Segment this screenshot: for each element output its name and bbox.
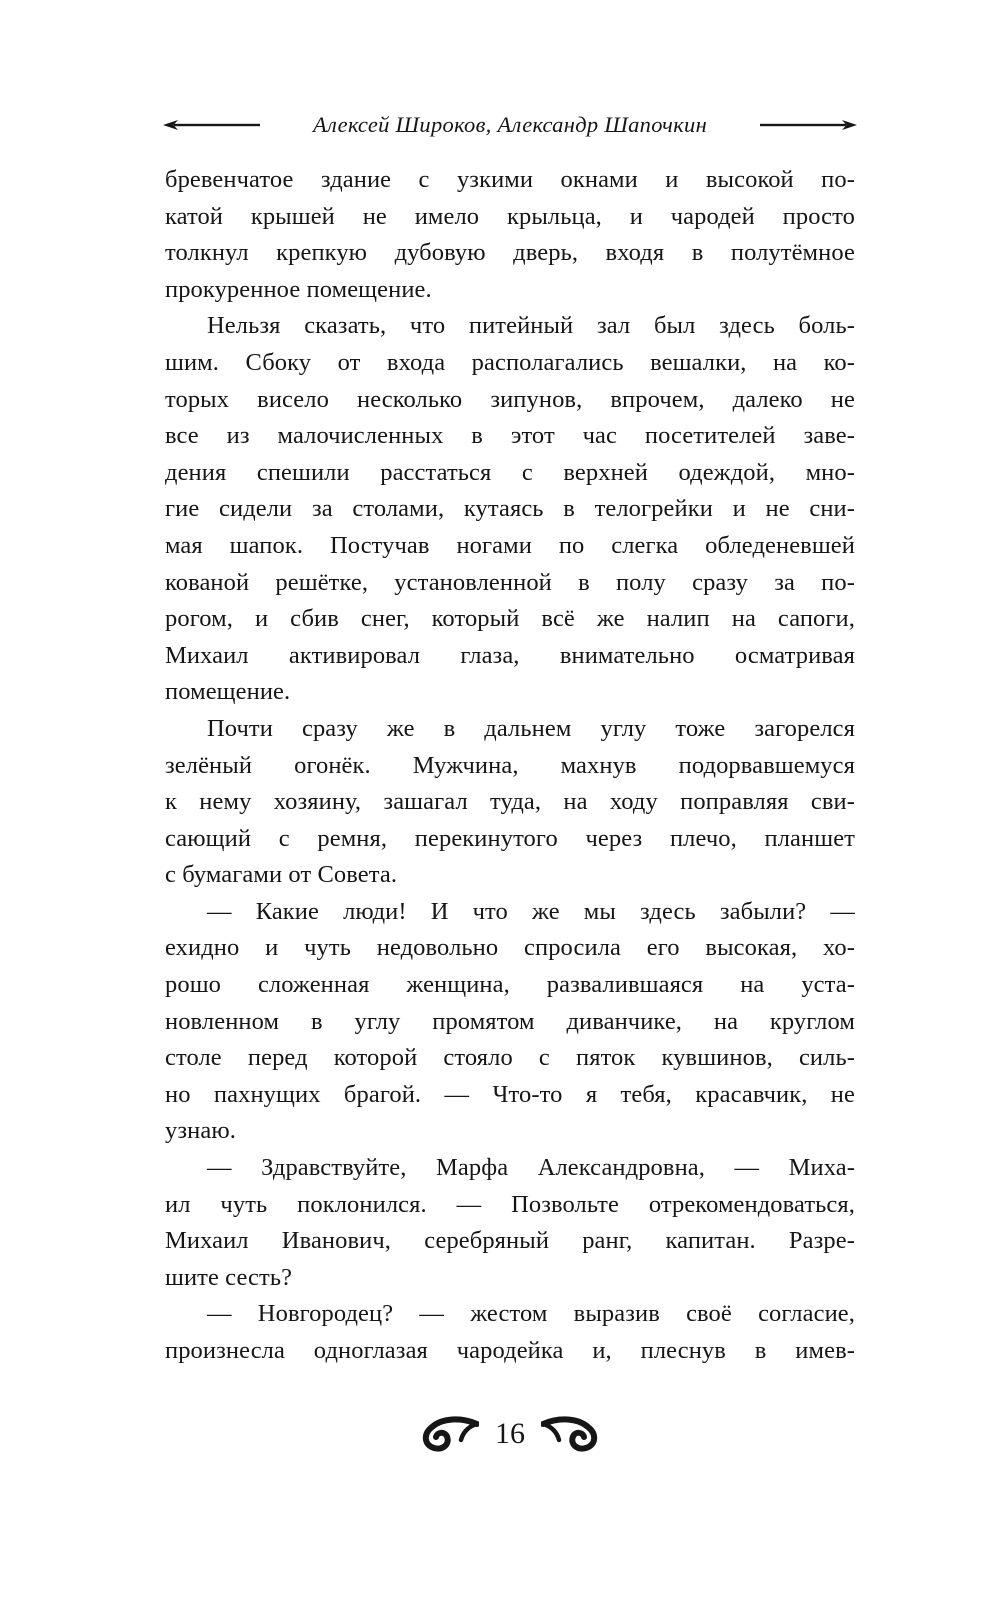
text-line: — Новгородец? — жестом выразив своё согласие, bbox=[207, 1300, 855, 1328]
text-line: шите сесть? bbox=[165, 1263, 293, 1291]
text-line: столе перед которой стояло с пяток кувшинов, силь- bbox=[165, 1044, 855, 1072]
swirl-flourish-icon bbox=[541, 1416, 601, 1452]
text-line: все из малочисленных в этот час посетителей заве- bbox=[165, 422, 855, 450]
text-line: прокуренное помещение. bbox=[165, 275, 432, 303]
text-line: но пахнущих брагой. — Что-то я тебя, красавчик, не bbox=[165, 1080, 855, 1108]
text-line: помещение. bbox=[165, 678, 291, 706]
text-line: торых висело несколько зипунов, впрочем, далеко не bbox=[165, 385, 855, 413]
text-line: — Здравствуйте, Марфа Александровна, — Миха- bbox=[207, 1154, 855, 1182]
text-line: узнаю. bbox=[165, 1117, 236, 1145]
text-line: к нему хозяину, зашагал туда, на ходу поправляя сви- bbox=[165, 788, 855, 816]
paragraph bbox=[165, 711, 855, 894]
text-line: Михаил активировал глаза, внимательно осматривая bbox=[165, 641, 855, 669]
paragraph bbox=[165, 1296, 855, 1369]
header-authors: Алексей Широков, Александр Шапочкин bbox=[312, 112, 708, 137]
text-line: Нельзя сказать, что питейный зал был здесь боль- bbox=[207, 312, 855, 340]
right-arrow-line-icon bbox=[760, 119, 857, 131]
text-line: толкнул крепкую дубовую дверь, входя в полутёмное bbox=[165, 239, 855, 267]
text-line: — Какие люди! И что же мы здесь забыли? — bbox=[207, 897, 855, 925]
page-footer bbox=[165, 1416, 855, 1452]
page-header bbox=[163, 112, 857, 138]
text-line: сающий с ремня, перекинутого через плечо, планшет bbox=[165, 824, 855, 852]
text-line: кованой решётке, установленной в полу сразу за по- bbox=[165, 568, 855, 596]
text-line: произнесла одноглазая чародейка и, плеснув в имев- bbox=[165, 1337, 855, 1364]
text-line: зелёный огонёк. Мужчина, махнув подорвавшемуся bbox=[165, 751, 855, 779]
text-line: рогом, и сбив снег, который всё же налип на сапоги, bbox=[165, 605, 855, 633]
paragraph bbox=[165, 162, 855, 308]
page-number: 16 bbox=[495, 1417, 525, 1450]
text-line: новленном в углу промятом диванчике, на круглом bbox=[165, 1007, 855, 1035]
paragraph bbox=[165, 308, 855, 711]
text-line: с бумагами от Совета. bbox=[165, 861, 398, 889]
text-line: ехидно и чуть недовольно спросила его высокая, хо- bbox=[165, 934, 855, 962]
swirl-flourish-icon bbox=[419, 1416, 479, 1452]
text-line: дения спешили расстаться с верхней одеждой, мно- bbox=[165, 458, 855, 486]
text-line: шим. Сбоку от входа располагались вешалки, на ко- bbox=[165, 348, 855, 376]
text-line: Михаил Иванович, серебряный ранг, капитан. Разре- bbox=[165, 1227, 855, 1255]
paragraph bbox=[165, 1150, 855, 1296]
text-line: гие сидели за столами, кутаясь в телогрейки и не сни- bbox=[165, 495, 855, 523]
text-line: ил чуть поклонился. — Позвольте отрекомендоваться, bbox=[165, 1190, 855, 1218]
text-line: рошо сложенная женщина, развалившаяся на уста- bbox=[165, 971, 855, 999]
text-line: бревенчатое здание с узкими окнами и высокой по- bbox=[165, 166, 855, 193]
text-line: Почти сразу же в дальнем углу тоже загорелся bbox=[207, 714, 855, 742]
text-line: катой крышей не имело крыльца, и чародей просто bbox=[165, 202, 855, 230]
paragraph bbox=[165, 894, 855, 1150]
left-arrow-line-icon bbox=[163, 119, 260, 131]
text-body bbox=[165, 162, 855, 1370]
text-line: мая шапок. Постучав ногами по слегка обледеневшей bbox=[165, 531, 855, 559]
